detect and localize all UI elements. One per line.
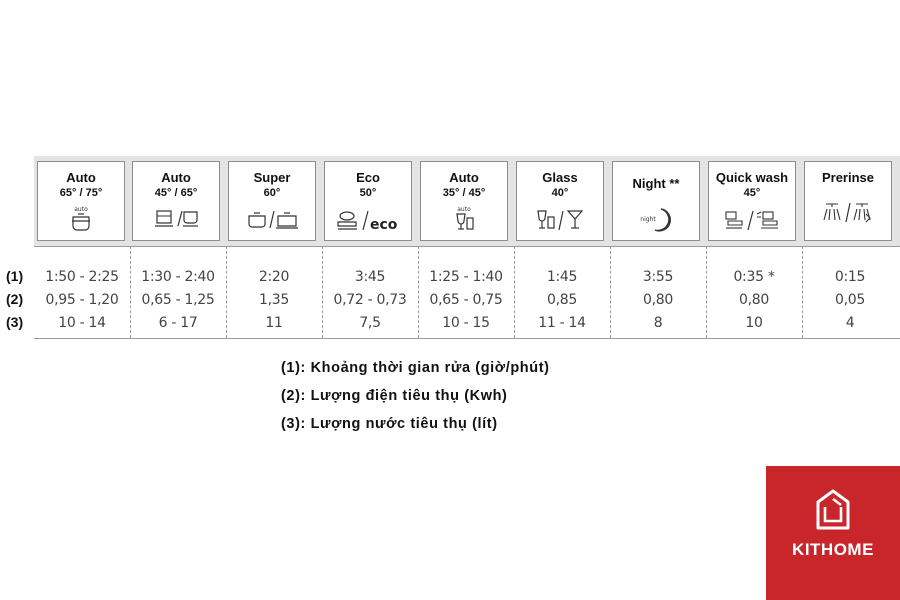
- house-logo-icon: [812, 488, 854, 532]
- program-temp: 35° / 45°: [442, 187, 486, 199]
- svg-text:auto: auto: [457, 206, 471, 213]
- night-moon-icon: [634, 206, 678, 234]
- table-cell: 1:50 - 2:25: [45, 269, 119, 285]
- table-bottom-rule: [34, 338, 900, 339]
- program-temp: 45°: [743, 187, 761, 199]
- program-cell-auto-65-75: [37, 161, 125, 241]
- program-name: Super: [253, 170, 291, 185]
- program-cell-glass-40: [516, 161, 604, 241]
- program-temp: 50°: [359, 187, 377, 199]
- legend-energy: (2): Lượng điện tiêu thụ (Kwh): [281, 388, 508, 404]
- brand-name: KITHOME: [792, 540, 874, 559]
- table-cell: 11 - 14: [538, 315, 586, 331]
- table-cell: 0,65 - 0,75: [429, 292, 503, 308]
- table-cell: 0,65 - 1,25: [141, 292, 215, 308]
- row-label-duration: (1): [6, 268, 24, 284]
- table-cell: 10: [745, 315, 763, 331]
- table-row-water: [34, 315, 900, 337]
- quick-wash-icon: [722, 208, 782, 232]
- legend-water: (3): Lượng nước tiêu thụ (lít): [281, 416, 498, 432]
- table-cell: 10 - 14: [58, 315, 106, 331]
- program-name: Auto: [66, 170, 96, 185]
- prerinse-spray-icon: [820, 200, 876, 224]
- legend-duration: (1): Khoảng thời gian rửa (giờ/phút): [281, 360, 550, 376]
- table-cell: 1:25 - 1:40: [429, 269, 503, 285]
- pots-icon: [244, 208, 300, 230]
- program-temp: 60°: [263, 187, 281, 199]
- program-cell-quick-wash-45: [708, 161, 796, 241]
- svg-text:auto: auto: [74, 206, 88, 213]
- program-cell-auto-35-45: [420, 161, 508, 241]
- table-cell: 3:45: [354, 269, 386, 285]
- program-cell-auto-45-65: [132, 161, 220, 241]
- program-name: Quick wash: [715, 170, 789, 185]
- auto-pot-icon: [61, 204, 101, 232]
- table-cell: 0,72 - 0,73: [333, 292, 407, 308]
- svg-text:night: night: [640, 216, 656, 223]
- table-row-energy: [34, 292, 900, 314]
- program-name: Glass: [542, 170, 578, 185]
- table-row-duration: [34, 269, 900, 291]
- table-cell: 7,5: [359, 315, 381, 331]
- table-cell: 3:55: [642, 269, 674, 285]
- row-label-energy: (2): [6, 291, 24, 307]
- table-top-rule: [34, 246, 900, 247]
- program-name: Prerinse: [821, 170, 875, 185]
- program-name: Auto: [161, 170, 191, 185]
- auto-dishes-icon: [151, 208, 201, 230]
- legend: [281, 358, 550, 442]
- auto-glass-icon: [444, 204, 484, 232]
- brand-logo: [766, 466, 900, 600]
- program-temp: 45° / 65°: [154, 187, 198, 199]
- table-cell: 1,35: [259, 292, 289, 308]
- table-cell: 0,80: [739, 292, 769, 308]
- table-cell: 4: [845, 315, 855, 331]
- program-temp: 40°: [551, 187, 569, 199]
- program-header-strip: [34, 156, 900, 246]
- program-name: Night **: [632, 176, 680, 191]
- program-cell-eco-50: [324, 161, 412, 241]
- row-label-water: (3): [6, 314, 24, 330]
- table-cell: 6 - 17: [158, 315, 198, 331]
- table-cell: 0,05: [835, 292, 865, 308]
- table-cell: 0,95 - 1,20: [45, 292, 119, 308]
- program-name: Auto: [449, 170, 479, 185]
- eco-plates-icon: [335, 208, 401, 232]
- table-cell: 8: [653, 315, 663, 331]
- table-cell: 1:30 - 2:40: [141, 269, 215, 285]
- table-cell: 11: [265, 315, 283, 331]
- table-cell: 0:15: [834, 269, 866, 285]
- program-cell-night: [612, 161, 700, 241]
- svg-text:eco: eco: [370, 217, 398, 232]
- table-cell: 10 - 15: [442, 315, 490, 331]
- table-cell: 2:20: [258, 269, 290, 285]
- table-cell: 0:35 *: [733, 269, 775, 285]
- program-temp: 65° / 75°: [59, 187, 103, 199]
- program-cell-prerinse: [804, 161, 892, 241]
- glasses-icon: [532, 208, 588, 232]
- table-cell: 0,85: [547, 292, 577, 308]
- program-name: Eco: [356, 170, 380, 185]
- table-cell: 0,80: [643, 292, 673, 308]
- program-cell-super-60: [228, 161, 316, 241]
- table-cell: 1:45: [546, 269, 578, 285]
